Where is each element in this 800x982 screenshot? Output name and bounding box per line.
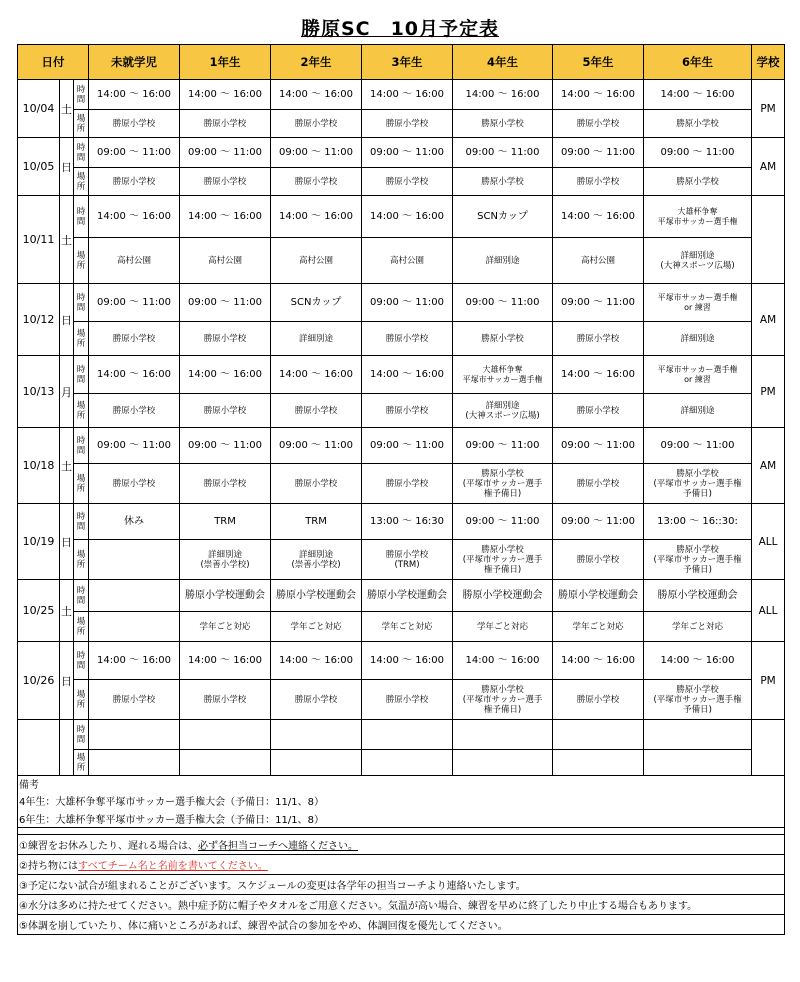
school-cell xyxy=(752,196,785,284)
place-cell: 学年ごと対応 xyxy=(644,612,752,642)
date-cell: 10/25 xyxy=(18,580,60,642)
place-cell: 勝原小学校 xyxy=(271,394,362,428)
time-label: 時間 xyxy=(74,428,89,464)
schedule-row-time xyxy=(18,356,785,394)
time-cell: 勝原小学校運動会 xyxy=(271,580,362,612)
weekday-cell: 土 xyxy=(60,580,74,642)
date-cell: 10/19 xyxy=(18,504,60,580)
time-cell: 14:00 ～ 16:00 xyxy=(89,356,180,394)
place-label: 場所 xyxy=(74,238,89,284)
schedule-row-place xyxy=(18,680,785,720)
place-cell xyxy=(553,750,644,776)
weekday-cell: 土 xyxy=(60,196,74,284)
place-cell: 勝原小学校 xyxy=(89,110,180,138)
place-cell: 勝原小学校 xyxy=(89,680,180,720)
place-cell: 高村公園 xyxy=(89,238,180,284)
place-label: 場所 xyxy=(74,464,89,504)
date-cell: 10/13 xyxy=(18,356,60,428)
time-cell: 14:00 ～ 16:00 xyxy=(644,642,752,680)
place-label: 場所 xyxy=(74,680,89,720)
place-cell: 勝原小学校 xyxy=(180,680,271,720)
time-cell: 14:00 ～ 16:00 xyxy=(453,80,553,110)
place-cell: 勝原小学校 xyxy=(362,394,453,428)
weekday-cell: 日 xyxy=(60,504,74,580)
place-cell: 勝原小学校 xyxy=(553,540,644,580)
place-cell: 高村公園 xyxy=(553,238,644,284)
note-1-text: ①練習をお休みしたり、遅れる場合は、 xyxy=(19,841,198,852)
time-cell: 休み xyxy=(89,504,180,540)
time-cell xyxy=(271,720,362,750)
time-cell: 14:00 ～ 16:00 xyxy=(362,356,453,394)
place-cell xyxy=(180,750,271,776)
time-cell: TRM xyxy=(271,504,362,540)
header-grade4: 4年生 xyxy=(453,45,553,80)
time-label: 時間 xyxy=(74,80,89,110)
school-cell: ALL xyxy=(752,580,785,642)
school-cell xyxy=(752,720,785,776)
place-cell: 勝原小学校 (平塚市サッカー選手権 予備日) xyxy=(644,464,752,504)
time-cell: 14:00 ～ 16:00 xyxy=(180,196,271,238)
place-cell: 勝原小学校 xyxy=(180,110,271,138)
date-cell: 10/12 xyxy=(18,284,60,356)
school-cell: PM xyxy=(752,80,785,138)
time-cell: 14:00 ～ 16:00 xyxy=(89,196,180,238)
date-cell: 10/26 xyxy=(18,642,60,720)
place-label: 場所 xyxy=(74,394,89,428)
school-cell: PM xyxy=(752,356,785,428)
time-cell: 09:00 ～ 11:00 xyxy=(271,138,362,168)
place-cell: 勝原小学校 xyxy=(362,680,453,720)
time-cell xyxy=(553,720,644,750)
date-cell: 10/04 xyxy=(18,80,60,138)
time-cell: 14:00 ～ 16:00 xyxy=(180,80,271,110)
schedule-body xyxy=(18,80,785,776)
place-cell: 学年ごと対応 xyxy=(362,612,453,642)
time-cell: 09:00 ～ 11:00 xyxy=(453,428,553,464)
time-cell: SCNカップ xyxy=(271,284,362,322)
page-title: 勝原SC 10月予定表 xyxy=(300,18,500,40)
time-cell xyxy=(89,580,180,612)
place-cell: 勝原小学校 xyxy=(362,168,453,196)
time-cell: 09:00 ～ 11:00 xyxy=(89,284,180,322)
place-cell: 勝原小学校 xyxy=(553,464,644,504)
schedule-row-place xyxy=(18,394,785,428)
time-cell: TRM xyxy=(180,504,271,540)
place-cell: 高村公園 xyxy=(180,238,271,284)
remark-line: 6年生：大雄杯争奪平塚市サッカー選手権大会（予備日：11/1、8） xyxy=(18,809,785,828)
time-label: 時間 xyxy=(74,284,89,322)
place-cell: 高村公園 xyxy=(271,238,362,284)
schedule-row-place xyxy=(18,612,785,642)
time-label: 時間 xyxy=(74,504,89,540)
time-cell: 平塚市サッカー選手権 or 練習 xyxy=(644,356,752,394)
place-cell xyxy=(453,750,553,776)
time-cell: 09:00 ～ 11:00 xyxy=(553,138,644,168)
schedule-row-time xyxy=(18,80,785,110)
spacer xyxy=(18,828,785,835)
place-cell: 勝原小学校 (平塚市サッカー選手権 予備日) xyxy=(644,680,752,720)
time-cell xyxy=(453,720,553,750)
time-label: 時間 xyxy=(74,720,89,750)
header-date: 日付 xyxy=(18,45,89,80)
schedule-row-time xyxy=(18,580,785,612)
place-label: 場所 xyxy=(74,168,89,196)
weekday-cell: 日 xyxy=(60,642,74,720)
note-3: ③予定にない試合が組まれることがございます。スケジュールの変更は各学年の担当コーチより連絡いたします。 xyxy=(18,875,785,895)
time-cell: 14:00 ～ 16:00 xyxy=(271,80,362,110)
place-cell xyxy=(271,750,362,776)
time-label: 時間 xyxy=(74,356,89,394)
date-cell: 10/05 xyxy=(18,138,60,196)
header-grade2: 2年生 xyxy=(271,45,362,80)
time-cell: 14:00 ～ 16:00 xyxy=(362,642,453,680)
school-cell: PM xyxy=(752,642,785,720)
schedule-row-place xyxy=(18,750,785,776)
time-cell: 14:00 ～ 16:00 xyxy=(89,80,180,110)
place-cell: 勝原小学校 xyxy=(89,322,180,356)
place-cell: 勝原小学校 xyxy=(553,168,644,196)
place-label: 場所 xyxy=(74,750,89,776)
time-cell: 14:00 ～ 16:00 xyxy=(553,80,644,110)
place-cell: 詳細別途 xyxy=(271,322,362,356)
weekday-cell: 日 xyxy=(60,138,74,196)
time-cell: 勝原小学校運動会 xyxy=(553,580,644,612)
time-cell: 勝原小学校運動会 xyxy=(180,580,271,612)
place-cell: 勝原小学校 xyxy=(271,680,362,720)
place-cell: 勝原小学校 xyxy=(180,168,271,196)
weekday-cell: 土 xyxy=(60,428,74,504)
remark-line: 4年生：大雄杯争奪平塚市サッカー選手権大会（予備日：11/1、8） xyxy=(18,791,785,809)
date-cell: 10/18 xyxy=(18,428,60,504)
place-cell: 勝原小学校 (TRM) xyxy=(362,540,453,580)
note-2-text: ②持ち物には xyxy=(19,861,78,872)
time-cell: 勝原小学校運動会 xyxy=(453,580,553,612)
time-cell: 平塚市サッカー選手権 or 練習 xyxy=(644,284,752,322)
time-label: 時間 xyxy=(74,580,89,612)
note-1-emphasis: 必ず各担当コーチへ連絡ください。 xyxy=(197,841,358,852)
note-4: ④水分は多めに持たせてください。熱中症予防に帽子やタオルをご用意ください。気温が高い場合、練習を早めに終了したり中止する場合もあります。 xyxy=(18,895,785,915)
place-cell: 勝原小学校 xyxy=(271,464,362,504)
schedule-row-place xyxy=(18,168,785,196)
time-label: 時間 xyxy=(74,138,89,168)
school-cell: AM xyxy=(752,138,785,196)
time-cell: 09:00 ～ 11:00 xyxy=(453,138,553,168)
place-cell: 勝原小学校 xyxy=(553,322,644,356)
weekday-cell: 日 xyxy=(60,284,74,356)
weekday-cell: 土 xyxy=(60,80,74,138)
place-cell: 勝原小学校 xyxy=(89,464,180,504)
note-2 xyxy=(18,855,785,875)
place-cell: 勝原小学校 xyxy=(453,168,553,196)
time-cell: 09:00 ～ 11:00 xyxy=(180,284,271,322)
place-cell: 勝原小学校 xyxy=(89,394,180,428)
note-5: ⑤体調を崩していたり、体に痛いところがあれば、練習や試合の参加をやめ、体調回復を優先してください。 xyxy=(18,915,785,935)
header-school: 学校 xyxy=(752,45,785,80)
place-cell: 勝原小学校 xyxy=(453,322,553,356)
place-cell: 勝原小学校 xyxy=(553,110,644,138)
time-cell xyxy=(180,720,271,750)
place-cell: 勝原小学校 (平塚市サッカー選手 権予備日) xyxy=(453,680,553,720)
place-cell: 勝原小学校 xyxy=(271,110,362,138)
place-cell: 勝原小学校 xyxy=(89,168,180,196)
schedule-row-time xyxy=(18,428,785,464)
place-cell: 勝原小学校 xyxy=(180,394,271,428)
place-cell: 学年ごと対応 xyxy=(271,612,362,642)
place-cell: 詳細別途 xyxy=(453,238,553,284)
place-cell: 勝原小学校 xyxy=(553,394,644,428)
time-cell: 14:00 ～ 16:00 xyxy=(553,642,644,680)
place-label: 場所 xyxy=(74,612,89,642)
time-cell: 14:00 ～ 16:00 xyxy=(453,642,553,680)
time-cell: 09:00 ～ 11:00 xyxy=(644,138,752,168)
date-cell: 10/11 xyxy=(18,196,60,284)
place-cell: 学年ごと対応 xyxy=(453,612,553,642)
time-cell: 09:00 ～ 11:00 xyxy=(644,428,752,464)
time-cell xyxy=(644,720,752,750)
time-label: 時間 xyxy=(74,196,89,238)
school-cell: AM xyxy=(752,428,785,504)
schedule-table xyxy=(17,44,785,935)
time-cell: 09:00 ～ 11:00 xyxy=(453,284,553,322)
place-cell: 勝原小学校 xyxy=(362,322,453,356)
place-cell xyxy=(89,750,180,776)
remarks-label: 備考 xyxy=(18,776,785,792)
header-grade5: 5年生 xyxy=(553,45,644,80)
place-cell: 詳細別途 (崇善小学校) xyxy=(271,540,362,580)
place-cell: 詳細別途 xyxy=(644,322,752,356)
place-cell: 勝原小学校 xyxy=(362,110,453,138)
place-cell xyxy=(89,612,180,642)
schedule-row-place xyxy=(18,238,785,284)
time-cell: 14:00 ～ 16:00 xyxy=(553,356,644,394)
weekday-cell xyxy=(60,720,74,776)
time-cell: 14:00 ～ 16:00 xyxy=(271,196,362,238)
place-cell: 勝原小学校 xyxy=(553,680,644,720)
time-cell: 14:00 ～ 16:00 xyxy=(362,80,453,110)
schedule-row-time xyxy=(18,720,785,750)
time-cell: 09:00 ～ 11:00 xyxy=(180,428,271,464)
time-cell: 大雄杯争奪 平塚市サッカー選手権 xyxy=(644,196,752,238)
time-cell: 09:00 ～ 11:00 xyxy=(89,428,180,464)
place-cell: 勝原小学校 xyxy=(644,168,752,196)
time-cell: 勝原小学校運動会 xyxy=(644,580,752,612)
note-1 xyxy=(18,835,785,855)
time-cell: 09:00 ～ 11:00 xyxy=(180,138,271,168)
time-cell: 大雄杯争奪 平塚市サッカー選手権 xyxy=(453,356,553,394)
time-cell: 09:00 ～ 11:00 xyxy=(362,138,453,168)
time-cell: 09:00 ～ 11:00 xyxy=(553,284,644,322)
school-cell: ALL xyxy=(752,504,785,580)
schedule-row-time xyxy=(18,138,785,168)
place-cell: 学年ごと対応 xyxy=(180,612,271,642)
header-preschool: 未就学児 xyxy=(89,45,180,80)
note-2-emphasis: すべてチーム名と名前を書いてください。 xyxy=(77,861,268,872)
place-cell: 勝原小学校 (平塚市サッカー選手 権予備日) xyxy=(453,540,553,580)
time-cell xyxy=(89,720,180,750)
time-cell: 09:00 ～ 11:00 xyxy=(271,428,362,464)
time-cell: 14:00 ～ 16:00 xyxy=(271,356,362,394)
schedule-row-time xyxy=(18,196,785,238)
time-cell: 勝原小学校運動会 xyxy=(362,580,453,612)
header-grade1: 1年生 xyxy=(180,45,271,80)
header-grade6: 6年生 xyxy=(644,45,752,80)
time-label: 時間 xyxy=(74,642,89,680)
time-cell: 09:00 ～ 11:00 xyxy=(362,428,453,464)
school-cell: AM xyxy=(752,284,785,356)
place-cell: 勝原小学校 xyxy=(271,168,362,196)
time-cell: 14:00 ～ 16:00 xyxy=(180,356,271,394)
header-row xyxy=(18,45,785,80)
weekday-cell: 月 xyxy=(60,356,74,428)
time-cell: 14:00 ～ 16:00 xyxy=(644,80,752,110)
place-cell xyxy=(644,750,752,776)
schedule-row-time xyxy=(18,504,785,540)
place-label: 場所 xyxy=(74,322,89,356)
place-cell: 勝原小学校 xyxy=(453,110,553,138)
schedule-row-time xyxy=(18,284,785,322)
schedule-row-place xyxy=(18,464,785,504)
time-cell: 13:00 ～ 16:30 xyxy=(362,504,453,540)
time-cell: 14:00 ～ 16:00 xyxy=(271,642,362,680)
schedule-row-place xyxy=(18,322,785,356)
place-cell: 勝原小学校 xyxy=(644,110,752,138)
schedule-row-place xyxy=(18,110,785,138)
place-cell: 詳細別途 (崇善小学校) xyxy=(180,540,271,580)
time-cell: 09:00 ～ 11:00 xyxy=(453,504,553,540)
header-grade3: 3年生 xyxy=(362,45,453,80)
date-cell xyxy=(18,720,60,776)
schedule-row-place xyxy=(18,540,785,580)
place-cell: 勝原小学校 xyxy=(180,464,271,504)
time-cell: SCNカップ xyxy=(453,196,553,238)
place-cell xyxy=(362,750,453,776)
time-cell xyxy=(362,720,453,750)
place-cell xyxy=(89,540,180,580)
time-cell: 14:00 ～ 16:00 xyxy=(362,196,453,238)
time-cell: 14:00 ～ 16:00 xyxy=(553,196,644,238)
place-cell: 勝原小学校 xyxy=(362,464,453,504)
time-cell: 09:00 ～ 11:00 xyxy=(89,138,180,168)
schedule-row-time xyxy=(18,642,785,680)
place-cell: 勝原小学校 (平塚市サッカー選手 権予備日) xyxy=(453,464,553,504)
place-cell: 勝原小学校 (平塚市サッカー選手権 予備日) xyxy=(644,540,752,580)
time-cell: 14:00 ～ 16:00 xyxy=(89,642,180,680)
place-label: 場所 xyxy=(74,540,89,580)
time-cell: 14:00 ～ 16:00 xyxy=(180,642,271,680)
place-cell: 高村公園 xyxy=(362,238,453,284)
place-cell: 詳細別途 xyxy=(644,394,752,428)
time-cell: 09:00 ～ 11:00 xyxy=(553,504,644,540)
time-cell: 13:00 ～ 16::30: xyxy=(644,504,752,540)
place-cell: 学年ごと対応 xyxy=(553,612,644,642)
place-label: 場所 xyxy=(74,110,89,138)
place-cell: 詳細別途 (大神スポーツ広場) xyxy=(453,394,553,428)
time-cell: 09:00 ～ 11:00 xyxy=(362,284,453,322)
place-cell: 詳細別途 (大神スポーツ広場) xyxy=(644,238,752,284)
place-cell: 勝原小学校 xyxy=(180,322,271,356)
time-cell: 09:00 ～ 11:00 xyxy=(553,428,644,464)
